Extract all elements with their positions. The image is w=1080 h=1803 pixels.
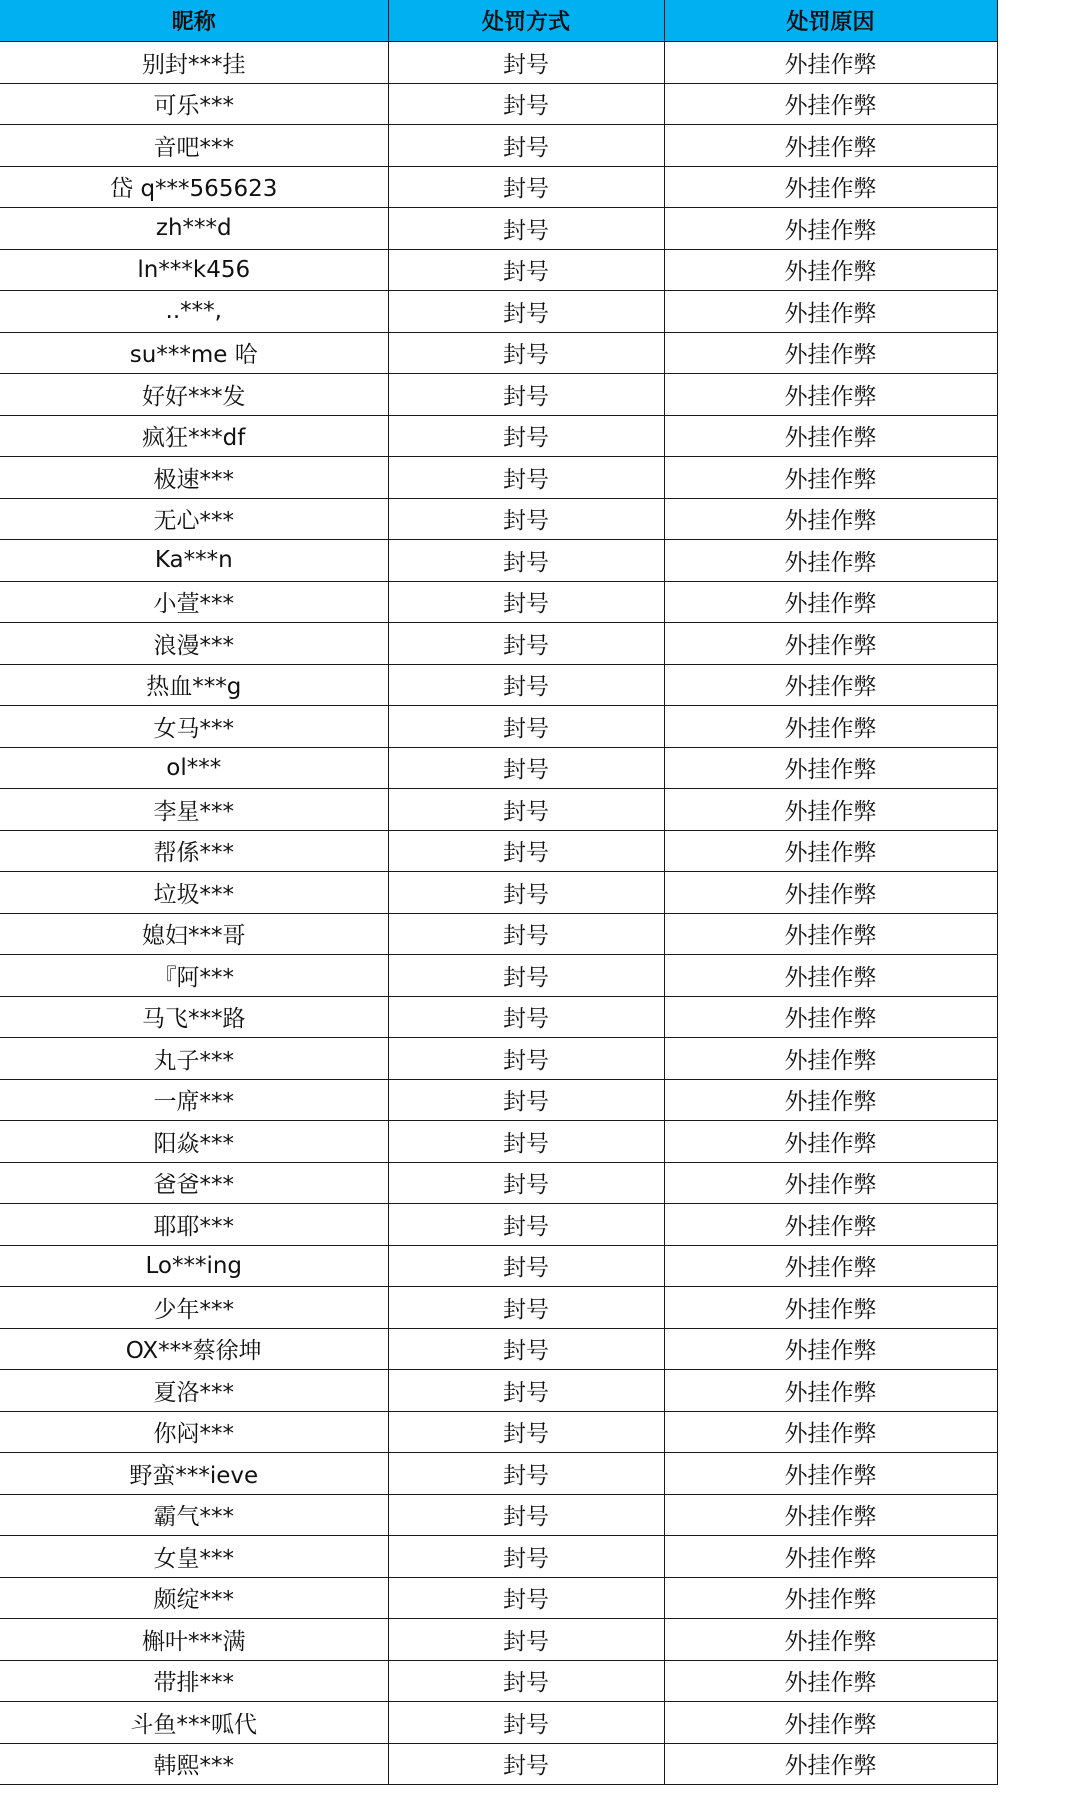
table-row [0, 166, 997, 208]
cell-penalty-reason: 外挂作弊 [664, 42, 997, 84]
table-row [0, 1079, 997, 1121]
table-row [0, 1743, 997, 1785]
cell-penalty-reason: 外挂作弊 [664, 581, 997, 623]
cell-penalty-reason: 外挂作弊 [664, 872, 997, 914]
cell-penalty-method: 封号 [388, 623, 664, 665]
cell-penalty-reason: 外挂作弊 [664, 1328, 997, 1370]
cell-penalty-reason: 外挂作弊 [664, 415, 997, 457]
cell-nickname: 垃圾*** [0, 872, 388, 914]
table-row [0, 747, 997, 789]
cell-penalty-reason: 外挂作弊 [664, 1577, 997, 1619]
cell-nickname: 浪漫*** [0, 623, 388, 665]
table-row [0, 291, 997, 333]
table-row [0, 913, 997, 955]
cell-penalty-reason: 外挂作弊 [664, 1660, 997, 1702]
cell-penalty-reason: 外挂作弊 [664, 125, 997, 167]
cell-penalty-reason: 外挂作弊 [664, 1494, 997, 1536]
cell-penalty-reason: 外挂作弊 [664, 208, 997, 250]
cell-penalty-method: 封号 [388, 1702, 664, 1744]
cell-penalty-reason: 外挂作弊 [664, 291, 997, 333]
cell-penalty-reason: 外挂作弊 [664, 498, 997, 540]
cell-penalty-reason: 外挂作弊 [664, 664, 997, 706]
table-row [0, 1411, 997, 1453]
cell-nickname: 『阿*** [0, 955, 388, 997]
cell-nickname: 女皇*** [0, 1536, 388, 1578]
table-row [0, 1453, 997, 1495]
table-row [0, 415, 997, 457]
cell-nickname: 爸爸*** [0, 1162, 388, 1204]
table-row [0, 706, 997, 748]
cell-nickname: 女马*** [0, 706, 388, 748]
table-row [0, 1494, 997, 1536]
cell-penalty-method: 封号 [388, 1245, 664, 1287]
table-row [0, 1619, 997, 1661]
cell-penalty-reason: 外挂作弊 [664, 1453, 997, 1495]
table-row [0, 457, 997, 499]
cell-nickname: 可乐*** [0, 83, 388, 125]
cell-nickname: 音吧*** [0, 125, 388, 167]
cell-nickname: 你闷*** [0, 1411, 388, 1453]
table-row [0, 664, 997, 706]
cell-nickname: 颇绽*** [0, 1577, 388, 1619]
cell-nickname: 带排*** [0, 1660, 388, 1702]
table-row [0, 1577, 997, 1619]
cell-nickname: 少年*** [0, 1287, 388, 1329]
cell-nickname: 岱 q***565623 [0, 166, 388, 208]
header-row [0, 0, 997, 42]
cell-nickname: 一席*** [0, 1079, 388, 1121]
cell-nickname: 热血***g [0, 664, 388, 706]
cell-penalty-method: 封号 [388, 332, 664, 374]
table-row [0, 498, 997, 540]
cell-penalty-reason: 外挂作弊 [664, 457, 997, 499]
cell-penalty-reason: 外挂作弊 [664, 1743, 997, 1785]
cell-penalty-method: 封号 [388, 42, 664, 84]
table-row [0, 208, 997, 250]
table-row [0, 249, 997, 291]
cell-penalty-reason: 外挂作弊 [664, 623, 997, 665]
cell-penalty-method: 封号 [388, 1204, 664, 1246]
column-header-penalty-method: 处罚方式 [388, 0, 664, 42]
table-row [0, 872, 997, 914]
cell-penalty-reason: 外挂作弊 [664, 1702, 997, 1744]
cell-nickname: 韩熙*** [0, 1743, 388, 1785]
cell-penalty-method: 封号 [388, 1577, 664, 1619]
cell-penalty-reason: 外挂作弊 [664, 540, 997, 582]
cell-penalty-method: 封号 [388, 1453, 664, 1495]
cell-penalty-method: 封号 [388, 789, 664, 831]
cell-nickname: 无心*** [0, 498, 388, 540]
cell-penalty-reason: 外挂作弊 [664, 1287, 997, 1329]
table-row [0, 623, 997, 665]
cell-penalty-method: 封号 [388, 1079, 664, 1121]
cell-penalty-method: 封号 [388, 1287, 664, 1329]
cell-nickname: ..***, [0, 291, 388, 333]
cell-penalty-method: 封号 [388, 1162, 664, 1204]
cell-penalty-method: 封号 [388, 208, 664, 250]
cell-nickname: 夏洛*** [0, 1370, 388, 1412]
cell-nickname: zh***d [0, 208, 388, 250]
table-row [0, 374, 997, 416]
cell-penalty-method: 封号 [388, 1660, 664, 1702]
cell-nickname: su***me 哈 [0, 332, 388, 374]
cell-penalty-method: 封号 [388, 1038, 664, 1080]
cell-penalty-method: 封号 [388, 1619, 664, 1661]
table-row [0, 581, 997, 623]
cell-penalty-method: 封号 [388, 415, 664, 457]
cell-nickname: 极速*** [0, 457, 388, 499]
table-row [0, 540, 997, 582]
cell-penalty-method: 封号 [388, 747, 664, 789]
cell-penalty-method: 封号 [388, 291, 664, 333]
cell-penalty-method: 封号 [388, 249, 664, 291]
table-row [0, 332, 997, 374]
table-row [0, 1038, 997, 1080]
table-row [0, 1121, 997, 1163]
cell-nickname: Lo***ing [0, 1245, 388, 1287]
cell-nickname: 媳妇***哥 [0, 913, 388, 955]
cell-nickname: OX***蔡徐坤 [0, 1328, 388, 1370]
cell-penalty-method: 封号 [388, 1743, 664, 1785]
cell-nickname: 霸气*** [0, 1494, 388, 1536]
cell-penalty-reason: 外挂作弊 [664, 1121, 997, 1163]
cell-nickname: 疯狂***df [0, 415, 388, 457]
cell-penalty-method: 封号 [388, 540, 664, 582]
cell-penalty-method: 封号 [388, 996, 664, 1038]
cell-nickname: 好好***发 [0, 374, 388, 416]
table-row [0, 1536, 997, 1578]
cell-penalty-method: 封号 [388, 1328, 664, 1370]
cell-penalty-method: 封号 [388, 1370, 664, 1412]
cell-penalty-reason: 外挂作弊 [664, 1536, 997, 1578]
cell-penalty-reason: 外挂作弊 [664, 374, 997, 416]
cell-nickname: 槲叶***满 [0, 1619, 388, 1661]
table-row [0, 42, 997, 84]
cell-penalty-reason: 外挂作弊 [664, 1079, 997, 1121]
table-row [0, 1162, 997, 1204]
cell-penalty-method: 封号 [388, 830, 664, 872]
cell-nickname: ol*** [0, 747, 388, 789]
cell-penalty-method: 封号 [388, 125, 664, 167]
cell-penalty-method: 封号 [388, 706, 664, 748]
cell-penalty-method: 封号 [388, 1411, 664, 1453]
cell-nickname: ln***k456 [0, 249, 388, 291]
cell-penalty-reason: 外挂作弊 [664, 83, 997, 125]
cell-penalty-method: 封号 [388, 1536, 664, 1578]
table-row [0, 1328, 997, 1370]
cell-penalty-reason: 外挂作弊 [664, 1619, 997, 1661]
cell-penalty-reason: 外挂作弊 [664, 830, 997, 872]
cell-penalty-method: 封号 [388, 457, 664, 499]
cell-penalty-method: 封号 [388, 913, 664, 955]
table-row [0, 1370, 997, 1412]
cell-nickname: 帮係*** [0, 830, 388, 872]
cell-penalty-reason: 外挂作弊 [664, 913, 997, 955]
table-row [0, 125, 997, 167]
table-row [0, 789, 997, 831]
cell-penalty-method: 封号 [388, 664, 664, 706]
table-row [0, 996, 997, 1038]
cell-penalty-method: 封号 [388, 872, 664, 914]
cell-penalty-reason: 外挂作弊 [664, 996, 997, 1038]
cell-penalty-method: 封号 [388, 581, 664, 623]
column-header-penalty-reason: 处罚原因 [664, 0, 997, 42]
cell-penalty-reason: 外挂作弊 [664, 166, 997, 208]
cell-nickname: 野蛮***ieve [0, 1453, 388, 1495]
cell-penalty-reason: 外挂作弊 [664, 332, 997, 374]
cell-penalty-method: 封号 [388, 1494, 664, 1536]
table-row [0, 1287, 997, 1329]
cell-nickname: 马飞***路 [0, 996, 388, 1038]
column-header-nickname: 昵称 [0, 0, 388, 42]
cell-nickname: 别封***挂 [0, 42, 388, 84]
cell-penalty-reason: 外挂作弊 [664, 249, 997, 291]
cell-penalty-reason: 外挂作弊 [664, 1370, 997, 1412]
table-row [0, 955, 997, 997]
cell-nickname: 耶耶*** [0, 1204, 388, 1246]
cell-penalty-reason: 外挂作弊 [664, 1204, 997, 1246]
table-row [0, 830, 997, 872]
cell-nickname: 丸子*** [0, 1038, 388, 1080]
cell-penalty-method: 封号 [388, 83, 664, 125]
cell-penalty-reason: 外挂作弊 [664, 1038, 997, 1080]
cell-penalty-reason: 外挂作弊 [664, 955, 997, 997]
table-row [0, 1660, 997, 1702]
cell-penalty-method: 封号 [388, 166, 664, 208]
cell-nickname: Ka***n [0, 540, 388, 582]
cell-nickname: 斗鱼***呱代 [0, 1702, 388, 1744]
cell-penalty-method: 封号 [388, 374, 664, 416]
cell-penalty-reason: 外挂作弊 [664, 1162, 997, 1204]
cell-penalty-method: 封号 [388, 1121, 664, 1163]
cell-nickname: 李星*** [0, 789, 388, 831]
cell-penalty-method: 封号 [388, 955, 664, 997]
cell-nickname: 小萱*** [0, 581, 388, 623]
table-row [0, 1245, 997, 1287]
cell-nickname: 阳焱*** [0, 1121, 388, 1163]
cell-penalty-reason: 外挂作弊 [664, 1411, 997, 1453]
table-row [0, 83, 997, 125]
cell-penalty-reason: 外挂作弊 [664, 706, 997, 748]
cell-penalty-method: 封号 [388, 498, 664, 540]
table-row [0, 1204, 997, 1246]
cell-penalty-reason: 外挂作弊 [664, 747, 997, 789]
table-row [0, 1702, 997, 1744]
cell-penalty-reason: 外挂作弊 [664, 1245, 997, 1287]
cell-penalty-reason: 外挂作弊 [664, 789, 997, 831]
